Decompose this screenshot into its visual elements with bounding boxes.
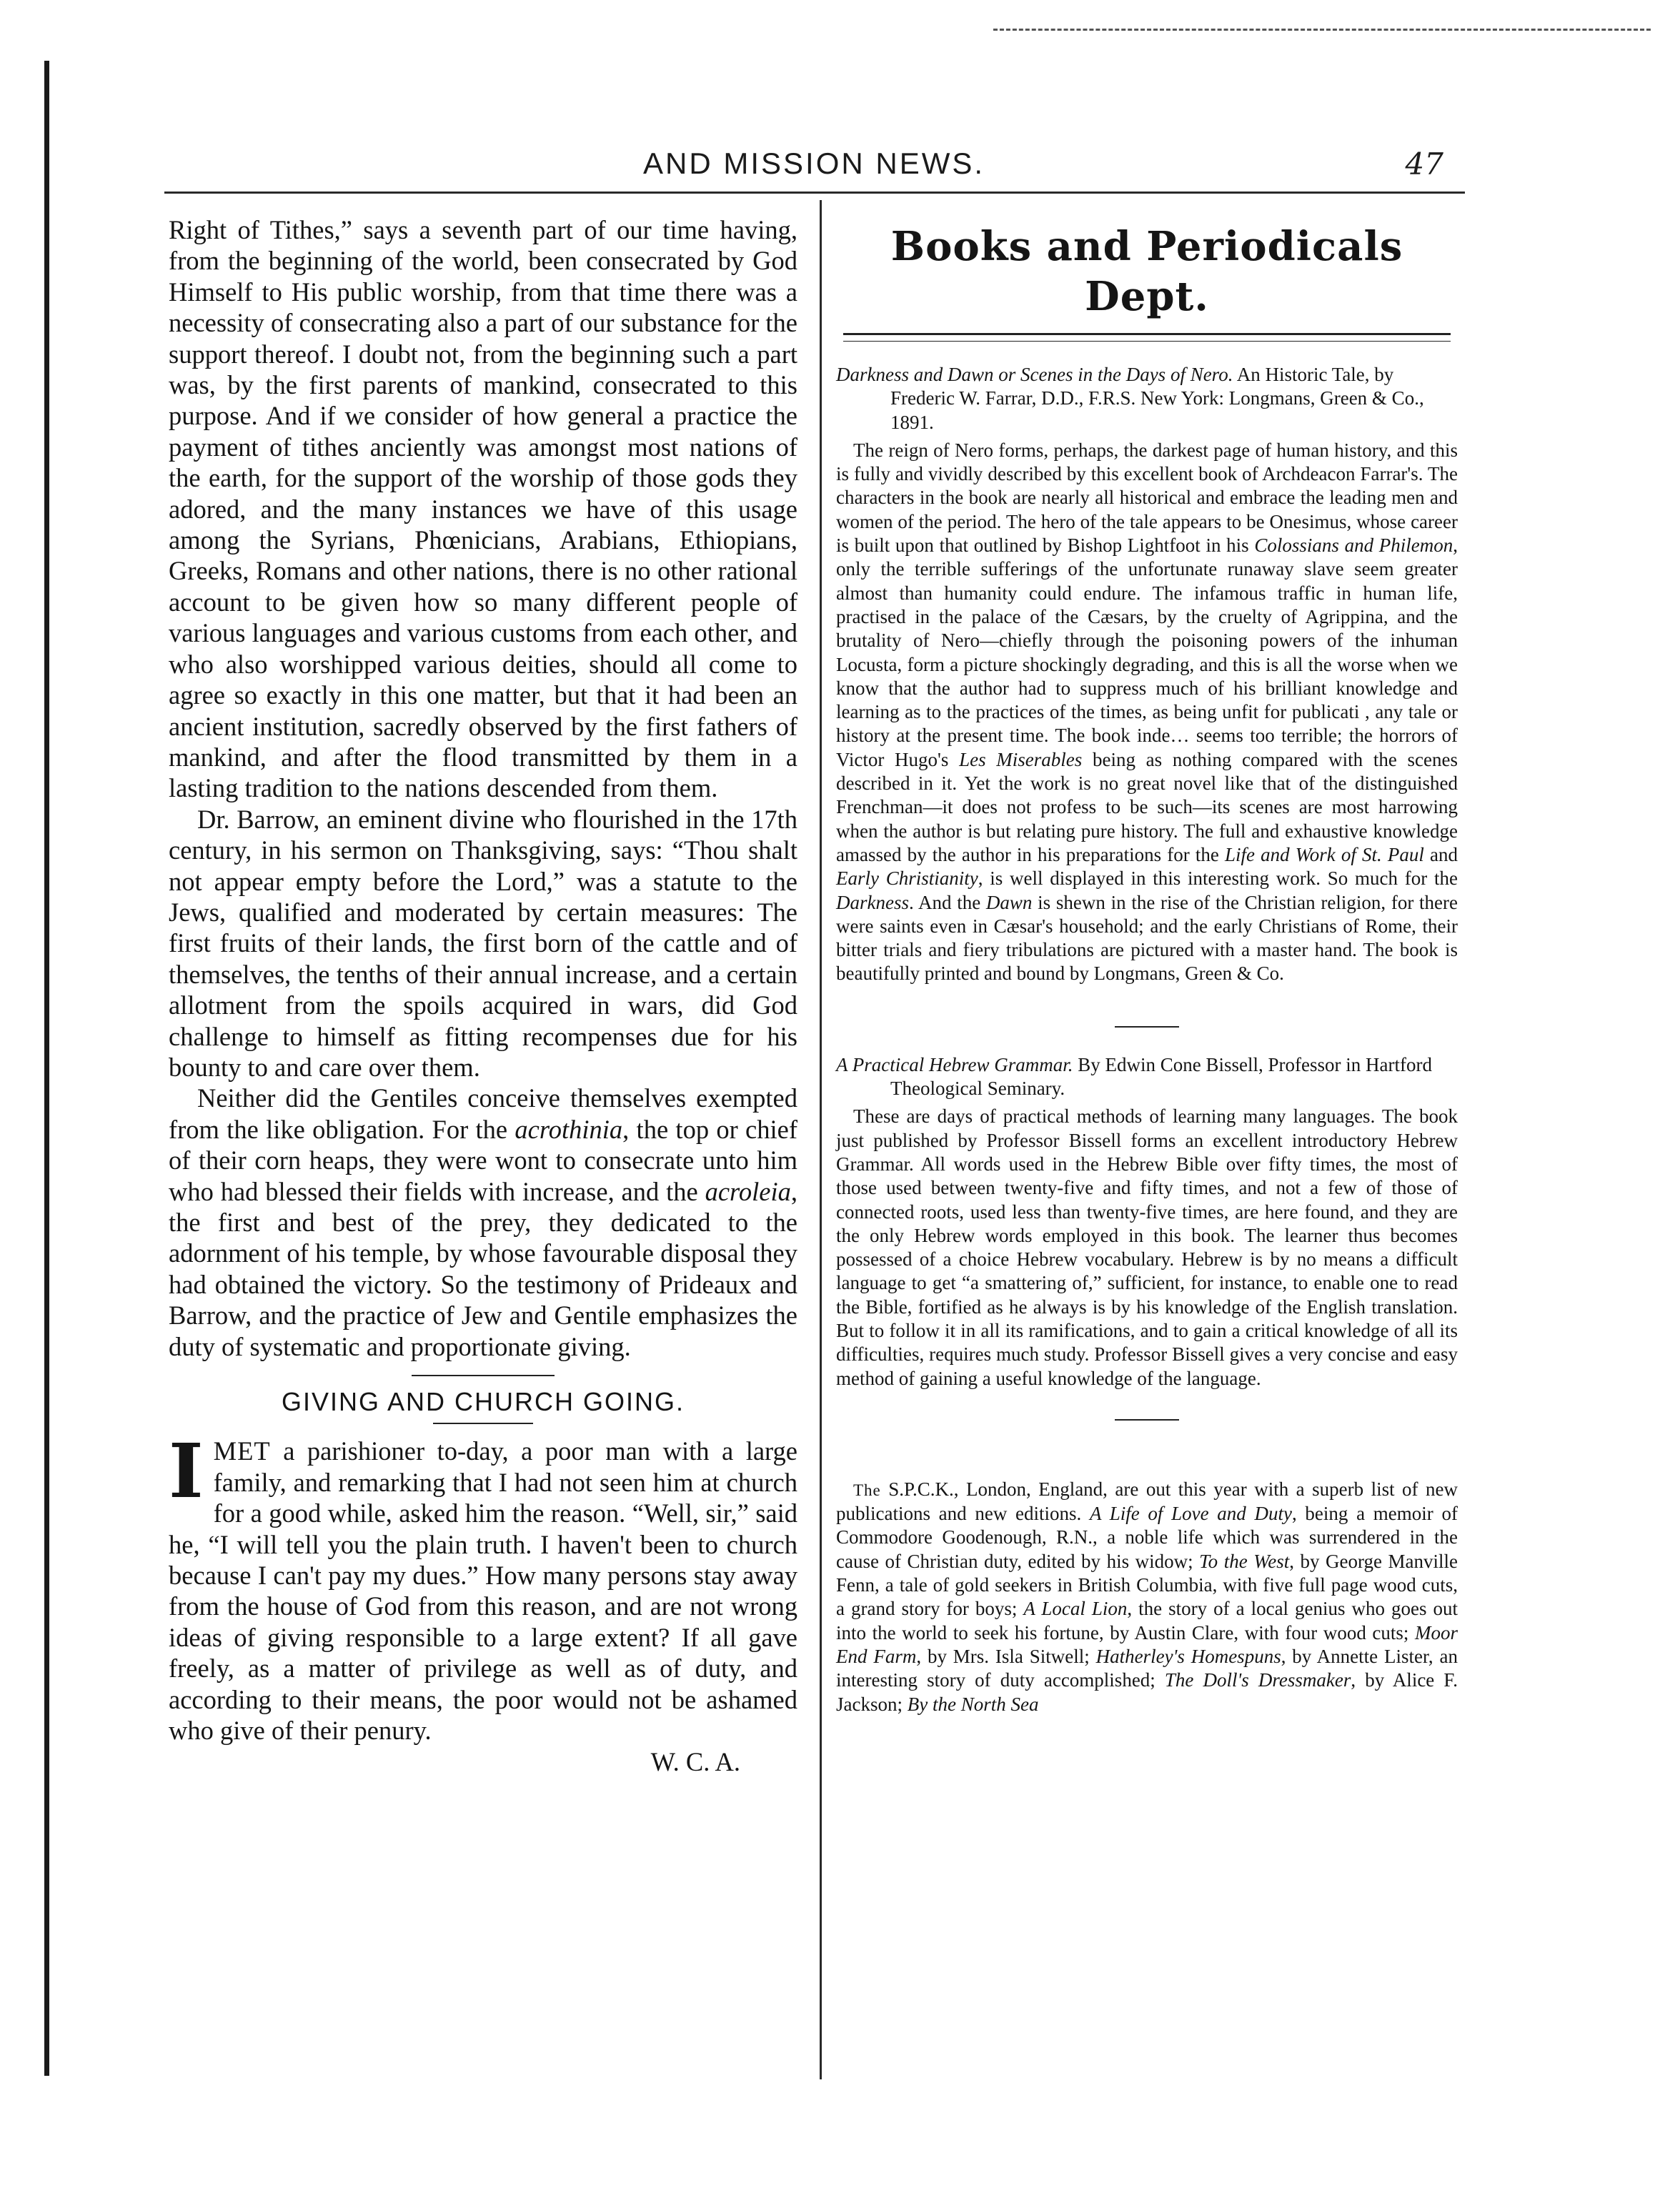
book-title-italic: A Practical Hebrew Grammar.: [836, 1053, 1073, 1075]
heading-rule: [433, 1423, 533, 1424]
text-run: Neither did the Gentiles conceive themselves exempted from the like obligation. For the: [169, 1083, 797, 1144]
text-run: a parishioner to-day, a poor man with a large family, and remarking that I had not seen him at church for a good while, asked him the reason. “Well, sir,” said he, “I will tell you the plain truth. I haven't been to church because I can't pay my dues.” How many persons stay away from the house of God from this reason, and are not wrong ideas of giving responsible to a large extent? If all gave freely, as a matter of privilege as well as of duty, and according to their means, the poor would not be ashamed who give of their penury.: [169, 1436, 797, 1746]
left-column: [169, 214, 797, 1777]
signature: W. C. A.: [650, 1746, 740, 1776]
italic-title: Moor End Farm: [836, 1621, 1458, 1667]
department-rule: [843, 333, 1451, 335]
binding-strip: [44, 61, 49, 2076]
review-body-darkness-and-dawn: [836, 439, 1458, 986]
text-run: and: [1423, 843, 1458, 865]
review-body-spck: [836, 1478, 1458, 1716]
review-title-darkness-and-dawn: [836, 363, 1458, 434]
section-rule: [412, 1375, 555, 1376]
book-title-details: By Edwin Cone Bissell, Professor in Hartford Theological Seminary.: [890, 1053, 1432, 1100]
italic-term: acrothinia: [515, 1114, 623, 1144]
text-run: , the first and best of the prey, they dedicated to the adornment of his temple, by whose favourable disposal they had obtained the victory. So the testimony of Prideaux and Barrow, and the practice of Jew and Gentile emphasizes the duty of systematic and proportionate giving.: [169, 1176, 797, 1361]
paragraph-parishioner: [169, 1427, 797, 1746]
text-run: is shewn in the rise of the Christian religion, for there were saints even in Cæsar's household; and the early Christians of Rome, their bitter trials and fiery tribulations are pictured with a master hand. The book is beautifully printed and bound by Longmans, Green & Co.: [836, 891, 1458, 985]
paragraph-barrow: Dr. Barrow, an eminent divine who flourished in the 17th century, in his sermon on Thanksgiving, says: “Thou shalt not appear empty before the Lord,” was a statute to the Jews, qualified and moderated by certain measures: The first fruits of their lands, the first born of the cattle and of themselves, the tenths of their annual increase, and a certain allotment from the spoils acquired in wars, did God challenge to himself as fitting recompenses due for his bounty to and care over them.: [169, 804, 797, 1082]
page-number: 47: [1405, 146, 1443, 181]
paragraph-gentiles: [169, 1083, 797, 1362]
section-heading: GIVING AND CHURCH GOING.: [281, 1387, 685, 1417]
column-divider: [820, 200, 822, 2079]
text-run: , by Alice F. Jackson;: [836, 1669, 1458, 1715]
italic-title: Early Christianity: [836, 867, 978, 890]
italic-title: To the West: [1199, 1550, 1290, 1572]
text-run: , by Mrs. Isla Sitwell;: [916, 1645, 1096, 1667]
header-rule: [164, 192, 1465, 194]
text-run: , by Annette Lister, an interesting story of duty accomplished;: [836, 1645, 1458, 1691]
review-body-hebrew-grammar: These are days of practical methods of learning many languages. The book just published by Professor Bissell forms an excellent introductory Hebrew Grammar. All words used in the Hebrew Bible over fifty times, the most of those used between twenty-five and fifty times, and not a few of those of connected roots, used less than twenty-five times, are here found, and they are the only Hebrew words employed in this book. The learner thus becomes possessed of a choice Hebrew vocabulary. Hebrew is by no means a difficult language to get “a smattering of,” sufficient, for instance, to enable one to read the Bible, fortified as he always is by his knowledge of the English translation. But to follow it in all its ramifications, and to gain a critical knowledge of all its difficulties, requires much study. Professor Bissell gives a very concise and easy method of gaining a useful knowledge of the language.: [836, 1105, 1458, 1389]
text-run: S.P.C.K., London, England, are out this year with a superb list of new publications and new editions.: [836, 1478, 1458, 1525]
lead-caps: MET: [213, 1436, 271, 1466]
drop-cap: I: [169, 1427, 204, 1516]
running-header: [164, 146, 1465, 184]
italic-title: By the North Sea: [907, 1693, 1039, 1715]
paragraph-tithes: Right of Tithes,” says a seventh part of our time having, from the beginning of the world, been consecrated by God Himself to His public worship, from that time there was a necessity of consecrating also a part of our substance for the support thereof. I doubt not, from the beginning such a part was, by the first parents of mankind, consecrated to this purpose. And if we consider of how general a practice the payment of tithes anciently was amongst most nations of the earth, for the support of the worship of those gods they adored, and the many instances we have of this usage among the Syrians, Phœnicians, Arabians, Ethiopians, Greeks, Romans and other nations, there is no other rational account to be given how so many different people of various languages and various customs from each other, and who also worshipped various deities, should all come to agree so exactly in this one matter, but that it had been an ancient institution, sacredly observed by the first fathers of mankind, and after the flood transmitted by them in a lasting tradition to the nations descended from them.: [169, 215, 797, 803]
italic-title: A Life of Love and Duty: [1090, 1503, 1292, 1525]
text-run: , by George Manville Fenn, a tale of gold seekers in British Columbia, with five full page wood cuts, a grand story for boys;: [836, 1550, 1458, 1620]
italic-term: acroleia: [705, 1176, 791, 1206]
text-run: , being a memoir of Commodore Goodenough, R.N., a noble life which was surrendered in the cause of Christian duty, edited by his widow;: [836, 1503, 1458, 1572]
text-run: , the top or chief of their corn heaps, they were wont to consecrate unto him who had blessed their fields with increase, and the: [169, 1114, 797, 1206]
italic-title: Life and Work of St. Paul: [1225, 843, 1424, 865]
right-column: [836, 214, 1458, 1716]
top-dashed-rule: [993, 29, 1651, 31]
text-run: . And the: [909, 891, 986, 913]
department-title: Books and Periodicals Dept.: [890, 223, 1403, 320]
department-rule-thin: [843, 341, 1451, 342]
text-run: , the story of a local genius who goes out into the world to seek his fortune, by Austin Clare, with four wood cuts;: [836, 1598, 1458, 1643]
text-run: The reign of Nero forms, perhaps, the darkest page of human history, and this is fully and vividly described by this excellent book of Archdeacon Farrar's. The characters in the book are nearly all historical and embrace the leading men and women of the period. The hero of the tale appears to be Onesimus, whose career is built upon that outlined by Bishop Lightfoot in his: [836, 439, 1458, 557]
review-separator: [1115, 1026, 1179, 1028]
text-run: being as nothing compared with the scenes described in it. Yet the work is no great novel like that of the distinguished Frenchman—it does not profess to be such—its scenes are most harrowing when the author is but relating pure history. The full and exhaustive knowledge amassed by the author in his preparations for the: [836, 748, 1458, 865]
italic-title: A Local Lion: [1023, 1598, 1128, 1620]
book-title-details: An Historic Tale, by Frederic W. Farrar, D.D., F.R.S. New York: Longmans, Green & Co., 1891.: [890, 364, 1424, 433]
italic-title: Darkness: [836, 891, 909, 913]
book-title-italic: Darkness and Dawn or Scenes in the Days of Nero.: [836, 364, 1233, 385]
italic-title: Dawn: [985, 891, 1033, 913]
italic-title: Hatherley's Homespuns: [1095, 1645, 1281, 1667]
italic-title: The Doll's Dressmaker: [1164, 1669, 1351, 1691]
text-run: , only the terrible sufferings of the unfortunate runaway slave seem greater almost than humanity could endure. The infamous traffic in human life, practised in the palace of the Cæsars, by the cruelty of Agrippina, and the brutality of Nero—chiefly through the poisoning powers of the inhuman Locusta, form a picture shockingly degrading, and this is all the worse when we know that the author had to suppress much of his brilliant knowledge and learning as to the practices of the times, as being unfit for publicati , any tale or history at the present time. The book inde… seems too terrible; the horrors of Victor Hugo's: [836, 534, 1458, 770]
lead-caps: The: [853, 1481, 881, 1499]
running-title: AND MISSION NEWS.: [643, 146, 985, 180]
review-separator: [1115, 1419, 1179, 1421]
italic-title: Les Miserables: [959, 748, 1083, 770]
italic-title: Colossians and Philemon: [1254, 534, 1453, 557]
text-run: , is well displayed in this interesting work. So much for the: [978, 867, 1458, 890]
review-title-hebrew-grammar: [836, 1053, 1458, 1101]
